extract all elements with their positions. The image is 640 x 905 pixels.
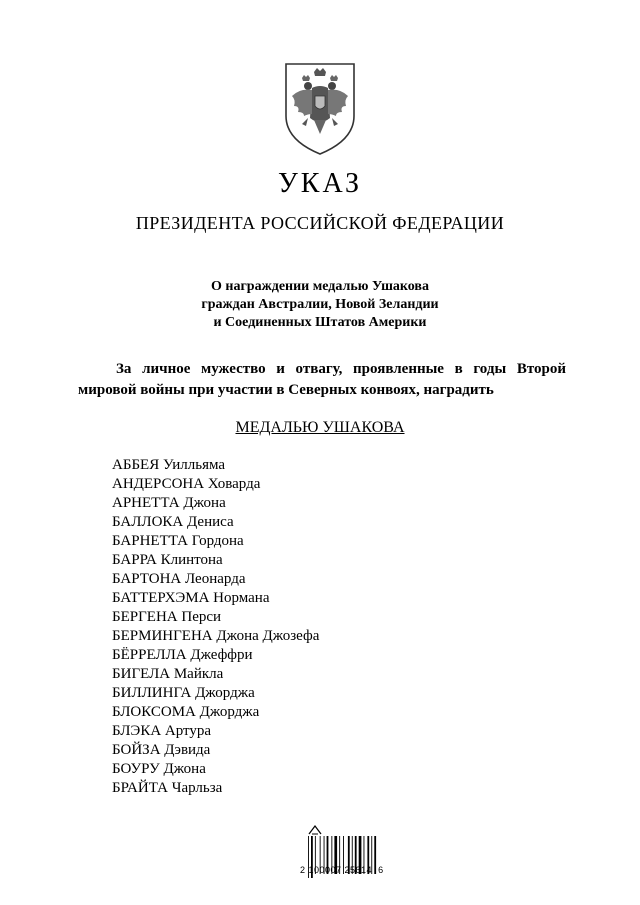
barcode-block — [298, 824, 388, 886]
decree-issuer: ПРЕЗИДЕНТА РОССИЙСКОЙ ФЕДЕРАЦИИ — [135, 213, 505, 233]
recipient-item: БАРРА Клинтона — [112, 552, 223, 568]
preamble-line: мировой войны при участии в Северных конвоях, наградить — [78, 382, 494, 398]
recipient-item: БЁРРЕЛЛА Джеффри — [112, 647, 253, 663]
subject-line: О награждении медалью Ушакова — [210, 279, 429, 294]
recipient-item: БЛОКСОМА Джорджа — [112, 704, 260, 720]
recipient-item: БАРТОНА Леонарда — [112, 571, 246, 587]
recipient-item: БЛЭКА Артура — [112, 723, 212, 739]
recipient-item: БЕРМИНГЕНА Джона Джозефа — [112, 628, 320, 644]
recipient-list — [112, 456, 319, 798]
recipient-item: БОУРУ Джона — [112, 761, 206, 777]
recipient-item: АРНЕТТА Джона — [112, 495, 226, 511]
recipient-item: БАЛЛОКА Дениса — [112, 514, 234, 530]
recipient-item: БРАЙТА Чарльза — [112, 780, 223, 796]
medal-title: МЕДАЛЬЮ УШАКОВА — [235, 419, 405, 436]
recipient-item: БИГЕЛА Майкла — [112, 666, 224, 682]
recipient-item: БАРНЕТТА Гордона — [112, 533, 244, 549]
preamble-line: За личное мужество и отвагу, проявленные в годы Второй — [116, 361, 566, 377]
recipient-item: БИЛЛИНГА Джорджа — [112, 685, 255, 701]
subject-line: и Соединенных Штатов Америки — [213, 315, 427, 330]
publisher-mark-icon — [308, 824, 322, 836]
barcode-number: 2 100007 25614 6 — [300, 865, 384, 875]
decree-title: УКАЗ — [277, 168, 363, 199]
decree-subject — [0, 278, 640, 332]
recipient-item: БЕРГЕНА Перси — [112, 609, 222, 625]
subject-line: граждан Австралии, Новой Зеландии — [201, 297, 439, 312]
recipient-item: АББЕЯ Уилльяма — [112, 457, 226, 473]
coat-of-arms-icon — [272, 58, 368, 158]
recipient-item: АНДЕРСОНА Ховарда — [112, 476, 261, 492]
recipient-item: БОЙЗА Дэвида — [112, 742, 211, 758]
recipient-item: БАТТЕРХЭМА Нормана — [112, 590, 270, 606]
decree-preamble — [78, 359, 566, 401]
